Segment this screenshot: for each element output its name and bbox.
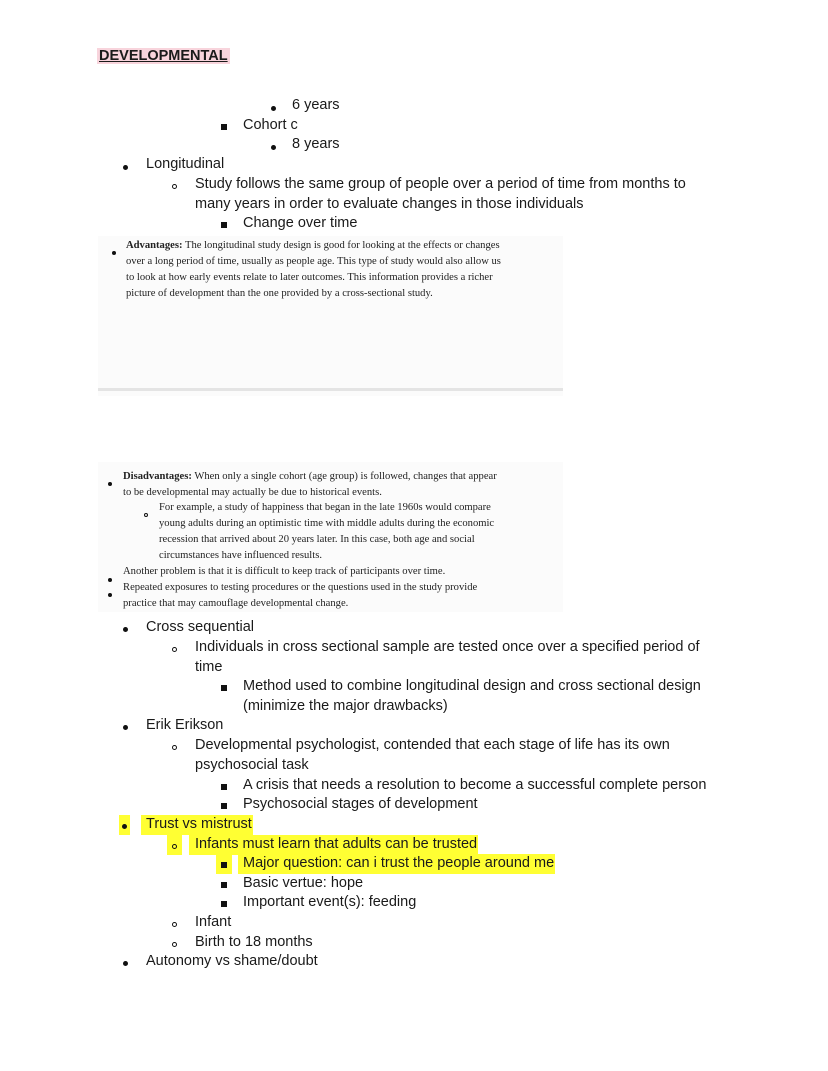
list-item: Trust vs mistrust bbox=[141, 815, 253, 835]
scan-line: to look at how early events relate to later outcomes. This information provides a richer bbox=[126, 272, 493, 283]
list-item: 6 years bbox=[292, 97, 340, 113]
bullet-dot-icon bbox=[271, 97, 276, 117]
page-title: DEVELOPMENTAL bbox=[99, 48, 228, 64]
scan-divider bbox=[98, 388, 563, 391]
bullet-square-icon bbox=[216, 854, 232, 874]
bullet-square-icon bbox=[221, 116, 227, 136]
list-item: Longitudinal bbox=[146, 156, 225, 172]
scan-line: Repeated exposures to testing procedures or the questions used in the study provide bbox=[123, 582, 478, 593]
bullet-square-icon bbox=[221, 874, 227, 894]
list-item: Autonomy vs shame/doubt bbox=[146, 953, 318, 969]
list-item: Method used to combine longitudinal design and cross sectional design bbox=[243, 678, 701, 694]
scan-line: For example, a study of happiness that began in the late 1960s would compare bbox=[159, 502, 491, 513]
bullet-square-icon bbox=[221, 893, 227, 913]
bullet-square-icon bbox=[221, 776, 227, 796]
list-item: Birth to 18 months bbox=[195, 934, 313, 950]
list-item: Important event(s): feeding bbox=[243, 894, 417, 910]
list-item: Basic vertue: hope bbox=[243, 875, 364, 891]
scan-line: young adults during an optimistic time with middle adults during the economic bbox=[159, 518, 495, 529]
list-item: psychosocial task bbox=[195, 757, 309, 773]
scan-line: recession that arrived about 20 years later. In this case, both age and social bbox=[159, 534, 475, 545]
bullet-square-icon bbox=[221, 214, 227, 234]
bullet-dot-icon bbox=[123, 618, 128, 638]
bullet-dot-icon bbox=[108, 583, 112, 603]
list-item: many years in order to evaluate changes in those individuals bbox=[195, 196, 584, 212]
scan-line: circumstances have influenced results. bbox=[159, 550, 322, 561]
list-item: Developmental psychologist, contended that each stage of life has its own bbox=[195, 737, 670, 753]
list-item: Cross sequential bbox=[146, 619, 254, 635]
disadvantages-label: Disadvantages: bbox=[123, 471, 192, 482]
list-item: Change over time bbox=[243, 215, 358, 231]
bullet-circle-icon bbox=[172, 638, 177, 658]
list-item: Major question: can i trust the people around me bbox=[238, 854, 555, 874]
advantages-label: Advantages: bbox=[126, 240, 183, 251]
scan-line: picture of development than the one provided by a cross-sectional study. bbox=[126, 288, 433, 299]
list-item: Psychosocial stages of development bbox=[243, 796, 478, 812]
bullet-circle-icon bbox=[172, 913, 177, 933]
list-item: 8 years bbox=[292, 136, 340, 152]
list-item: Erik Erikson bbox=[146, 717, 224, 733]
scan-line: practice that may camouflage developmental change. bbox=[123, 598, 349, 609]
bullet-circle-icon bbox=[172, 175, 177, 195]
list-item: Individuals in cross sectional sample are tested once over a specified period of bbox=[195, 639, 700, 655]
bullet-square-icon bbox=[221, 677, 227, 697]
list-item: A crisis that needs a resolution to become a successful complete person bbox=[243, 777, 707, 793]
bullet-circle-icon bbox=[144, 503, 148, 523]
bullet-dot-icon bbox=[108, 472, 112, 492]
bullet-square-icon bbox=[221, 795, 227, 815]
list-item: (minimize the major drawbacks) bbox=[243, 698, 448, 714]
list-item: Infant bbox=[195, 914, 232, 930]
list-item: Cohort c bbox=[243, 117, 298, 133]
bullet-circle-icon bbox=[172, 933, 177, 953]
scan-line: Disadvantages: When only a single cohort (age group) is followed, changes that appear bbox=[123, 471, 497, 482]
list-item: time bbox=[195, 659, 223, 675]
bullet-dot-icon bbox=[123, 156, 128, 176]
list-item: Study follows the same group of people over a period of time from months to bbox=[195, 176, 686, 192]
bullet-dot-icon bbox=[119, 815, 130, 835]
scan-line: Another problem is that it is difficult to keep track of participants over time. bbox=[123, 566, 446, 577]
scan-line: to be developmental may actually be due to historical events. bbox=[123, 487, 382, 498]
bullet-dot-icon bbox=[271, 136, 276, 156]
bullet-dot-icon bbox=[123, 952, 128, 972]
bullet-dot-icon bbox=[112, 241, 116, 261]
scan-line: over a long period of time, usually as people age. This type of study would also allow us bbox=[126, 256, 501, 267]
bullet-dot-icon bbox=[123, 716, 128, 736]
list-item: Infants must learn that adults can be trusted bbox=[189, 835, 478, 855]
bullet-circle-icon bbox=[167, 835, 182, 855]
bullet-circle-icon bbox=[172, 736, 177, 756]
scan-line: Advantages: The longitudinal study design is good for looking at the effects or changes bbox=[126, 240, 500, 251]
